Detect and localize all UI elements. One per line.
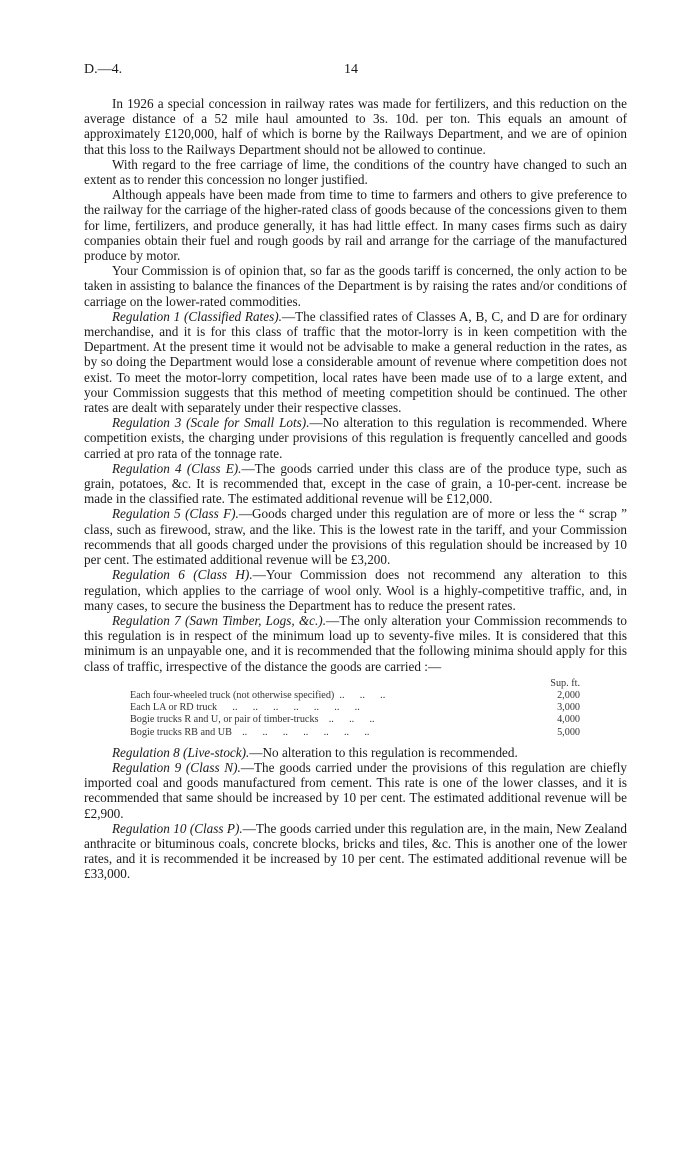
row-value: 4,000 <box>557 714 580 726</box>
row-value: 3,000 <box>557 702 580 714</box>
row-value: 5,000 <box>557 726 580 738</box>
paragraph: In 1926 a special concession in railway rates was made for fertilizers, and this reduction on the average distance of a 52 mile haul amounted to 3s. 10d. per ton. This equals an amount of approximately £120,000, half of which is borne by the Railways Department, and we are of opinion that this loss to the Railways Department should not be allowed to continue. <box>84 96 627 157</box>
regulation-heading: Regulation 6 (Class H). <box>112 567 253 583</box>
paragraph-regulation-1: Regulation 1 (Classified Rates).—The classified rates of Classes A, B, C, and D are for ordinary merchandise, and it is for this class of traffic that the motor-lorry is in keen competition with the Department. At the present time it would not be advisable to make a general reduction in the rates, as by so doing the Department would lose a considerable amount of revenue where competition does not exist. To meet the motor-lorry competition, local rates have been made use of to a large extent, and your Commission suggests that this method of meeting competition should be continued. The other rates are dealt with separately under their respective classes. <box>84 308 627 416</box>
table-row <box>130 727 580 739</box>
row-label: Bogie trucks R and U, or pair of timber-trucks <box>130 714 319 726</box>
regulation-heading: Regulation 1 (Classified Rates). <box>112 308 282 324</box>
unit-header: Sup. ft. <box>550 677 580 689</box>
paragraph-regulation-10: Regulation 10 (Class P).—The goods carried under this regulation are, in the main, New Zealand anthracite or bituminous coals, concrete blocks, bricks and tiles, &c. This is another one of the lower rates, and it is recommended it be increased by 10 per cent. The estimated additional revenue will be £33,000. <box>84 820 627 882</box>
paragraph: Although appeals have been made from time to time to farmers and others to give preference to the railway for the carriage of the higher-rated class of goods because of the concessions given to them for lime, fertilizers, and produce generally, it has had little effect. In many cases firms such as dairy companies obtain their fuel and rough goods by rail and arrange for the carriage of the manufactured produce by motor. <box>84 187 627 264</box>
paragraph-regulation-6: Regulation 6 (Class H).—Your Commission does not recommend any alteration to this regulation, which applies to the carriage of wool only. Wool is a highly-competitive traffic, and, in many cases, to secure the business the Department has to reduce the present rates. <box>84 567 627 613</box>
leader-dots: .. .. .. <box>318 714 375 726</box>
leader-dots: .. .. .. .. .. .. .. <box>231 726 370 738</box>
page-number: 14 <box>344 62 358 77</box>
paragraph-regulation-9: Regulation 9 (Class N).—The goods carried under the provisions of this regulation are chiefly imported coal and goods manufactured from cement. This rate is one of the lower classes, and it is recommended that same should be increased by 10 per cent. The estimated additional revenue will be £2,900. <box>84 759 627 821</box>
table-row <box>130 690 580 702</box>
row-label: Each LA or RD truck <box>130 702 218 714</box>
table-row <box>130 714 580 726</box>
paragraph-regulation-8: Regulation 8 (Live-stock).—No alteration to this regulation is recommended. <box>112 744 518 760</box>
paragraph-regulation-7: Regulation 7 (Sawn Timber, Logs, &c.).—The only alteration your Commission recommends to this regulation is in respect of the minimum load up to seventy-five miles. It is considered that this minimum is an unpayable one, and it is recommended that the following minima should apply for this class of traffic, irrespective of the distance the goods are carried :— <box>84 612 627 674</box>
regulation-heading: Regulation 5 (Class F). <box>112 506 239 522</box>
row-label: Each four-wheeled truck (not otherwise specified) <box>130 689 335 701</box>
table-row <box>130 702 580 714</box>
paragraph: With regard to the free carriage of lime, the conditions of the country have changed to such an extent as to render this concession no longer justified. <box>84 156 627 188</box>
leader-dots: .. .. .. <box>334 689 386 701</box>
regulation-heading: Regulation 9 (Class N). <box>112 759 241 775</box>
minima-table <box>130 678 580 739</box>
paragraph-regulation-5: Regulation 5 (Class F).—Goods charged under this regulation are of more or less the “ scrap ” class, such as firewood, straw, and the like. This is the lowest rate in the tariff, and your Commission recommends that all goods charged under the provisions of this regulation should be increased by 10 per cent. The estimated additional revenue will be £3,200. <box>84 506 627 568</box>
regulation-heading: Regulation 8 (Live-stock). <box>112 744 250 760</box>
regulation-heading: Regulation 4 (Class E). <box>112 460 242 476</box>
leader-dots: .. .. .. .. .. .. .. <box>217 702 360 714</box>
paragraph-regulation-3: Regulation 3 (Scale for Small Lots).—No alteration to this regulation is recommended. Where competition exists, the charging under provisions of this regulation is frequently cancelled and goods carried at pro rata of the tonnage rate. <box>84 415 627 461</box>
row-value: 2,000 <box>557 689 580 701</box>
document-body <box>84 96 627 882</box>
regulation-heading: Regulation 7 (Sawn Timber, Logs, &c.). <box>112 612 326 628</box>
page-header <box>84 62 628 80</box>
row-label: Bogie trucks RB and UB <box>130 726 232 738</box>
document-reference: D.—4. <box>84 62 123 77</box>
paragraph-regulation-4: Regulation 4 (Class E).—The goods carried under this class are of the produce type, such as grain, potatoes, &c. It is recommended that, except in the case of grain, a 10-per-cent. increase be made in the classified rate. The estimated additional revenue will be £12,000. <box>84 460 627 507</box>
paragraph: Your Commission is of opinion that, so far as the goods tariff is concerned, the only action to be taken in assisting to balance the finances of the Department is by raising the rates and/or conditions of carriage on the lower-rated commodities. <box>84 263 627 309</box>
regulation-heading: Regulation 3 (Scale for Small Lots). <box>112 415 310 431</box>
regulation-heading: Regulation 10 (Class P). <box>112 820 243 836</box>
